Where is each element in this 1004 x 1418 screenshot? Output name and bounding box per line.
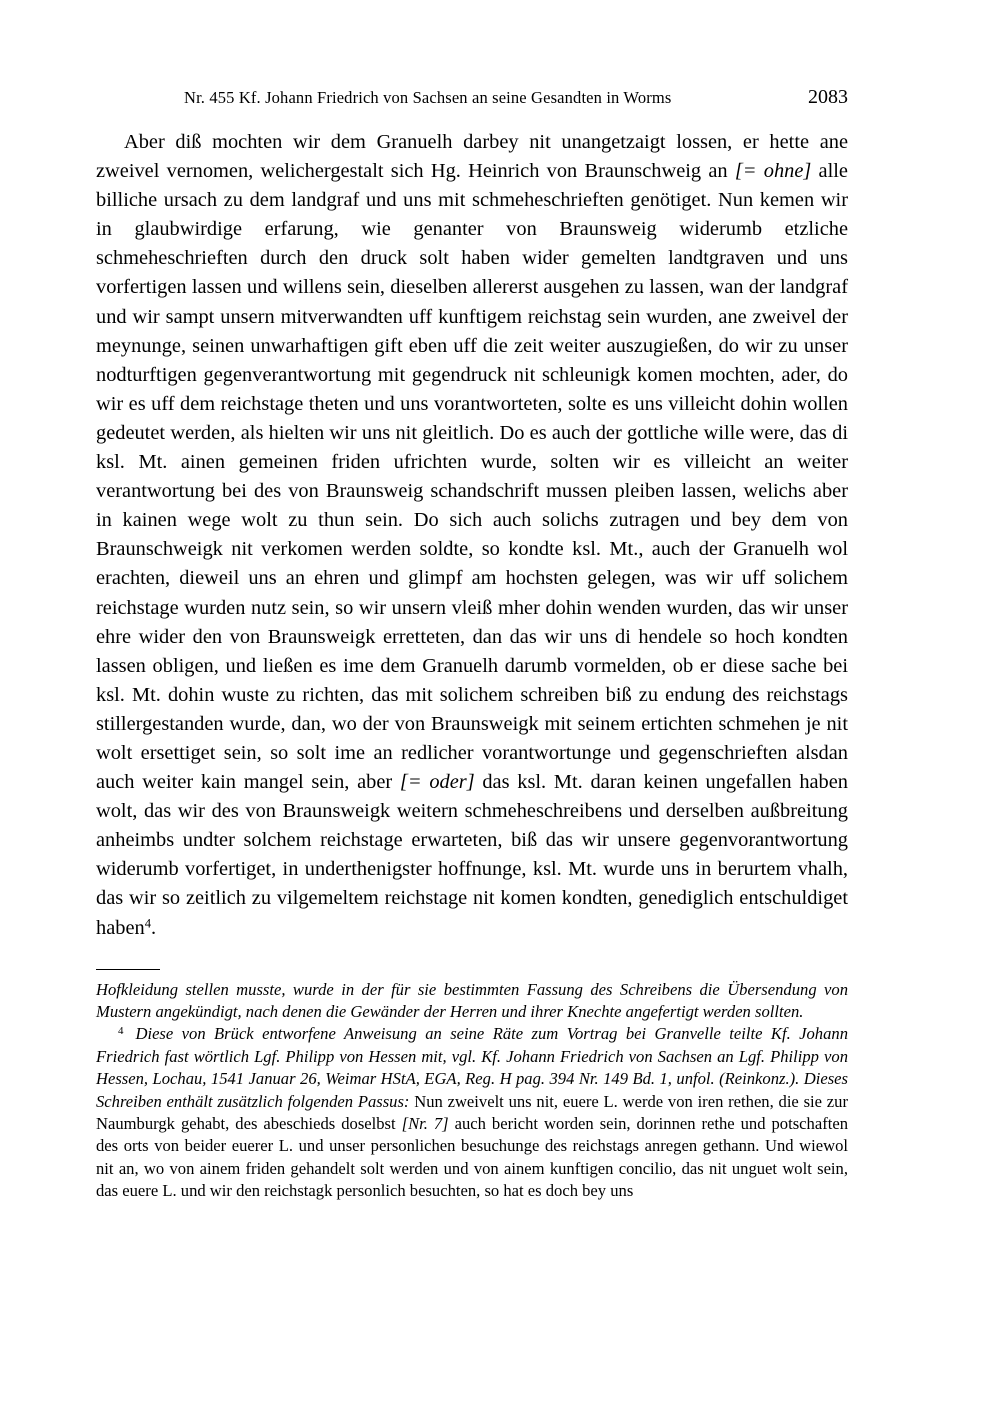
footnote-reference-4[interactable]: 4 [144,915,151,930]
body-text-segment-4: . [151,916,157,939]
footnote-4-cross-reference: [Nr. 7] [401,1114,449,1134]
body-text-segment-1: Aber diß mochten wir dem Granuelh darbey nit unangetzaigt lossen, er hette ane zweivel vernomen, welichergestalt sich Hg. Heinrich von Braunschweig an [96,131,848,183]
page-number: 2083 [808,86,848,108]
footnote-4-quoted-text-1: Nun zweivelt uns nit, euere L. werde von iren rethen, die sie zur Naumburgk gehabt, des abeschieds doselbst [96,1091,848,1134]
footnote-continuation: Hofkleidung stellen musste, wurde in der für sie bestimmten Fassung des Schreibens die Übersendung von Mustern angekündigt, nach denen die Gewänder der Herren und ihrer Knechte angefertigt werden sollten. [96,979,848,1022]
footnote-4-italic-text: Diese von Brück entworfene Anweisung an seine Räte zum Vortrag bei Granvelle teilte Kf. Johann Friedrich fast wörtlich Lgf. Philipp von Hessen mit, vgl. Kf. Johann Friedrich von Sachsen an Lgf. Philipp von Hessen, Lochau, 1541 Januar 26, Weimar HStA, EGA, Reg. H pag. 394 Nr. 149 Bd. 1, unfol. (Reinkonz.). Dieses Schreiben enthält zusätzlich folgenden Passus: [96,1024,848,1111]
footnote-area [96,979,848,1203]
editorial-gloss-oder: [= oder] [399,771,475,794]
body-text [96,128,848,943]
running-head [96,78,848,118]
footnote-separator-rule [96,969,160,970]
running-head-title: Nr. 455 Kf. Johann Friedrich von Sachsen an seine Gesandten in Worms [184,88,672,107]
body-text-segment-3: das ksl. Mt. daran keinen ungefallen haben wolt, das wir des von Braunsweigk weitern schmeheschreibens und derselben außbreitung anheimbs undter solchem reichstage erwarteten, biß das wir unsere gegenvorantwortung widerumb vorfertiget, in underthenigster hoffnunge, ksl. Mt. wurde uns in berurtem vhalh, das wir so zeitlich zu vilgemeltem reichstage nit komen kondten, genediglich entschuldiget haben [96,771,849,939]
page-content-column [96,0,848,1203]
body-text-segment-2: alle billiche ursach zu dem landgraf und uns mit schmeheschrieften genötiget. Nun kemen wir in glaubwirdige erfarung, wie genanter von Braunsweig widerumb etzliche schmeheschrieften durch den druck solt haben wider gemelten landtgraven und uns vorfertigen lassen und willens sein, dieselben allererst ausgehen zu lassen, wan der landgraf und wir sampt unsern mitverwandten uff kunftigem reichstag sein wurden, ane zweivel der meynunge, seinen unwarhaftigen gift eben uff die zeit weiter auszugießen, do wir zu unser nodturftigen gegenverantwortung mit gegendruck nit schleunigk komen mochten, ader, do wir es uff dem reichstage theten und uns vorantworteten, solte es uns villeicht dohin wollen gedeutet werden, als hielten wir uns nit gleitlich. Do es auch der gottliche wille were, das di ksl. Mt. ainen gemeinen friden ufrichten wurde, solten wir es villeicht an weiter verantwortung bei des von Braunsweig schandschrift mussen pleiben lassen, welichs aber in kainen wege wolt zu thun sein. Do sich auch solichs zutragen und bey dem von Braunschweigk nit verkomen werden soldte, so kondte ksl. Mt., auch der Granuelh wol erachten, dieweil uns an ehren und glimpf am hochsten gelegen, was wir uff solichem reichstage wurden nutz sein, so wir unsern vleiß mher dohin wenden wurden, das wir unser ehre wider den von Braunsweigk erretteten, dan das wir uns di hendele so hoch kondten lassen obligen, und ließen es ime dem Granuelh darumb vormelden, ob er diese sache bei ksl. Mt. dohin wuste zu richten, das mit solichem schreiben biß zu endung des reichstags stillergestanden wurde, dan, wo der von Braunsweigk mit seinem ertichten schmehen je nit wolt ersettiget sein, so solt ime an redlicher vorantwortunge und gegenschrieften alsdan auch weiter kain mangel sein, aber [96,160,848,794]
footnote-item-4: 4 Diese von Brück entworfene Anweisung an seine Räte zum Vortrag bei Granvelle teilte Kf. Johann Friedrich fast wörtlich Lgf. Philipp von Hessen mit, vgl. Kf. Johann Friedrich von Sachsen an Lgf. Philipp von Hessen, Lochau, 1541 Januar 26, Weimar HStA, EGA, Reg. H pag. 394 Nr. 149 Bd. 1, unfol. (Reinkonz.). Dieses Schreiben enthält zusätzlich folgenden Passus: Nun zweivelt uns nit, euere L. werde von iren rethen, die sie zur Naumburgk gehabt, des abeschieds doselbst [Nr. 7] auch bericht worden sein, dorinnen rethe und potschaften des orts von beider euerer L. und unser personlichen besuchunge des reichstags anregen gethann. Und wiewol nit an, wo von ainem friden gehandelt solt werden und von ainem kunftigen concilio, das nit unguet wolt sein, das euere L. und wir den reichstagk personlich besuchten, so hat es doch bey uns [96,1024,848,1201]
editorial-gloss-ohne: [= ohne] [734,160,812,183]
footnote-4-quoted-text-2: auch bericht worden sein, dorinnen rethe und potschaften des orts von beider euerer L. und unser personlichen besuchunge des reichstags anregen gethann. Und wiewol nit an, wo von ainem friden gehandelt solt werden und von ainem kunftigen concilio, das nit unguet wolt sein, das euere L. und wir den reichstagk personlich besuchten, so hat es doch bey uns [96,1114,848,1201]
body-paragraph [96,128,848,943]
